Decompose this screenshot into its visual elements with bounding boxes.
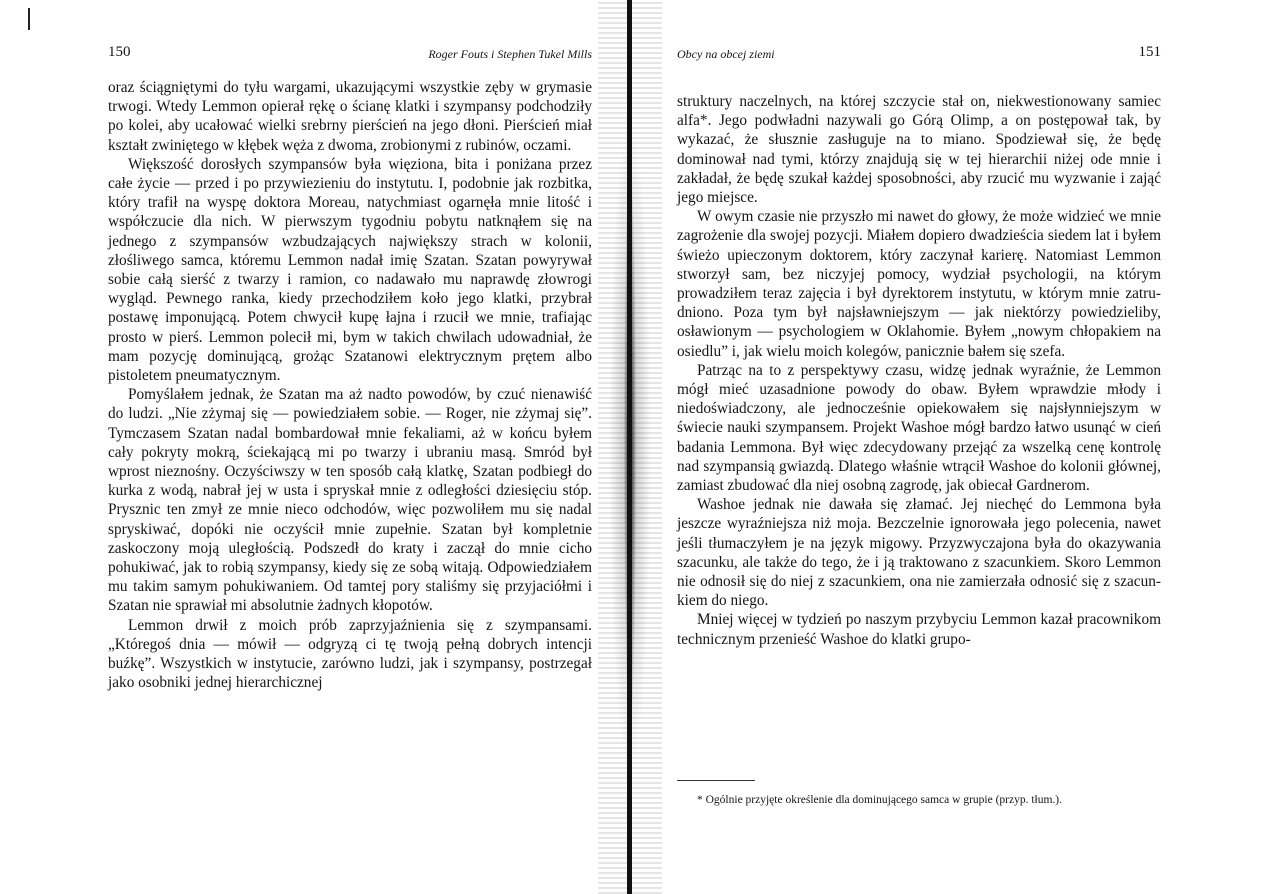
right-paragraph: Mniej więcej w tydzień po naszym przybyciu Lemmon kazał pracownikom technicznym przenieść Washoe do klatki grupo- [677, 611, 1161, 648]
right-running-head-title: Obcy na obcej ziemi [677, 47, 775, 61]
left-running-head-title: Roger Fouts i Stephen Tukel Mills [428, 47, 592, 61]
right-paragraph: Washoe jednak nie dawała się złamać. Jej niechęć do Lemmona była jeszcze wyraźniejsza niż moja. Bezczelnie ignorowała jego polecenia, nawet jeśli tłumaczyłem je na język migowy. Przyzwyczajona była do okazywania szacunku, ale także do tego, że i ją traktowano z szacunkiem. Skoro Lemmon nie odnosił się do niej z szacunkiem, ona nie zamierzała odnosić się z szacunkiem do niego. [677, 496, 1161, 610]
left-body-text [108, 78, 592, 693]
spread-edge-mark [28, 8, 30, 30]
right-body-text [677, 92, 1161, 649]
footnote-text: * Ogólnie przyjęte określenie dla dominującego samca w grupie (przyp. tłum.). [697, 794, 1063, 806]
left-paragraph: Większość dorosłych szympansów była więziona, bita i poniżana przez całe życie — przed i po przywiezieniu do instytutu. I, podobnie jak rozbitka, który trafił na wyspę doktora Moreau, natychmiast ogarnęła mnie litość i współczucie dla nich. W pierwszym tygodniu pobytu natknąłem się na jednego z szympansów wzbudzających największy strach w kolonii, złośliwego samca, któremu Lemmon nadał imię Szatan. Szatan powyrywał sobie całą sierść z twarzy i ramion, co nadawało mu naprawdę złowrogi wygląd. Pewnego ranka, kiedy przechodziłem koło jego klatki, przybrał postawę imponującą. Potem chwycił kupę łajna i rzucił we mnie, trafiając prosto w pierś. Lemmon polecił mi, bym w takich chwilach udowadniał, że mam pozycję dominującą, grożąc Szatanowi elektrycznym prętem albo pistoletem pneumatycznym. [108, 155, 592, 385]
right-paragraph: struktury naczelnych, na której szczycie stał on, niekwestionowany samiec alfa*. Jego podwładni nazywali go Górą Olimp, a on postępował tak, by wykazać, że słusznie zasługuje na to miano. Spodziewał się, że będę dominował nad tymi, którzy znajdują się w tej hierarchii niżej ode mnie i zakładał, że będę szukał każdej sposobności, aby rzucić mu wyzwanie i zająć jego miejsce. [677, 93, 1161, 207]
right-running-head [677, 44, 1161, 66]
book-spine-line [627, 0, 632, 894]
footnote-rule [677, 780, 755, 781]
left-running-head [108, 44, 592, 66]
left-paragraph: oraz ściągniętymi do tyłu wargami, ukazującymi wszystkie zęby w grymasie trwogi. Wtedy Lemmon opierał rękę o ścianę klatki i szympansy podchodziły po kolei, aby ucałować wielki srebrny pierścień na jego dłoni. Pierścień miał kształt zwiniętego w kłębek węża z dwoma, zrobionymi z rubinów, oczami. [108, 79, 592, 154]
right-paragraph: W owym czasie nie przyszło mi nawet do głowy, że może widzieć we mnie zagrożenie dla swojej pozycji. Miałem dopiero dwadzieścia siedem lat i byłem świeżo upieczonym doktorem, który zaczynał karierę. Natomiast Lemmon stworzył sam, bez niczyjej pomocy, wydział psychologii, na którym prowadziłem teraz zajęcia i był dyrektorem instytutu, w którym mnie zatrudniono. Poza tym był najsławniejszym — jak niektórzy powiedzieliby, osławionym — psychologiem w Oklahomie. Byłem „nowym chłopakiem na osiedlu” i, jak wielu moich kolegów, panicznie bałem się szefa. [677, 208, 1161, 360]
right-paragraph: Patrząc na to z perspektywy czasu, widzę jednak wyraźnie, że Lemmon mógł mieć uzasadnione powody do obaw. Byłem wprawdzie młody i niedoświadczony, ale jednocześnie opiekowałem się najsłynniejszym w świecie nauki szympansem. Projekt Washoe mógł bardzo łatwo usunąć w cień badania Lemmona. Był więc zdecydowany przejąć za wszelką cenę kontrolę nad szympansią gwiazdą. Dlatego właśnie wtrącił Washoe do kolonii głównej, zamiast zbudować dla niej osobną zagrodę, jak obiecał Gardnerom. [677, 361, 1161, 495]
left-paragraph: Lemmon drwił z moich prób zaprzyjaźnienia się z szympansami. „Któregoś dnia — mówił — odgryzą ci tę twoją pełną dobrych intencji buźkę”. Wszystkich w instytucie, zarówno ludzi, jak i szympansy, postrzegał jako osobniki jednej hierarchicznej [108, 616, 592, 692]
left-page-number: 150 [108, 44, 131, 60]
left-paragraph: Pomyślałem jednak, że Szatan ma aż nadto powodów, by czuć nienawiść do ludzi. „Nie zżymaj się — powiedziałem sobie. — Roger, nie zżymaj się”. Tymczasem Szatan nadal bombardował mnie fekaliami, aż w końcu byłem cały pokryty mokrą, ściekającą mi po twarzy i ubraniu masą. Smród był wprost nieznośny. Oczyściwszy w ten sposób całą klatkę, Szatan podbiegł do kurka z wodą, nabrał jej w usta i spryskał mnie z odległości dziesięciu stóp. Prysznic ten zmył ze mnie nieco odchodów, więc pozwoliłem mu się nadal spryskiwać, dopóki nie oczyścił mnie zupełnie. Szatan był kompletnie zaskoczony moją uległością. Podszedł do kraty i zaczął do mnie cicho pohukiwać, jak to robią szympansy, kiedy się ze sobą witają. Odpowiedziałem mu takim samym pohukiwaniem. Od tamtej pory staliśmy się przyjaciółmi i Szatan nie sprawiał mi absolutnie żadnych kłopotów. [108, 386, 592, 615]
right-page-number: 151 [1138, 44, 1161, 60]
footnote [677, 792, 1161, 809]
